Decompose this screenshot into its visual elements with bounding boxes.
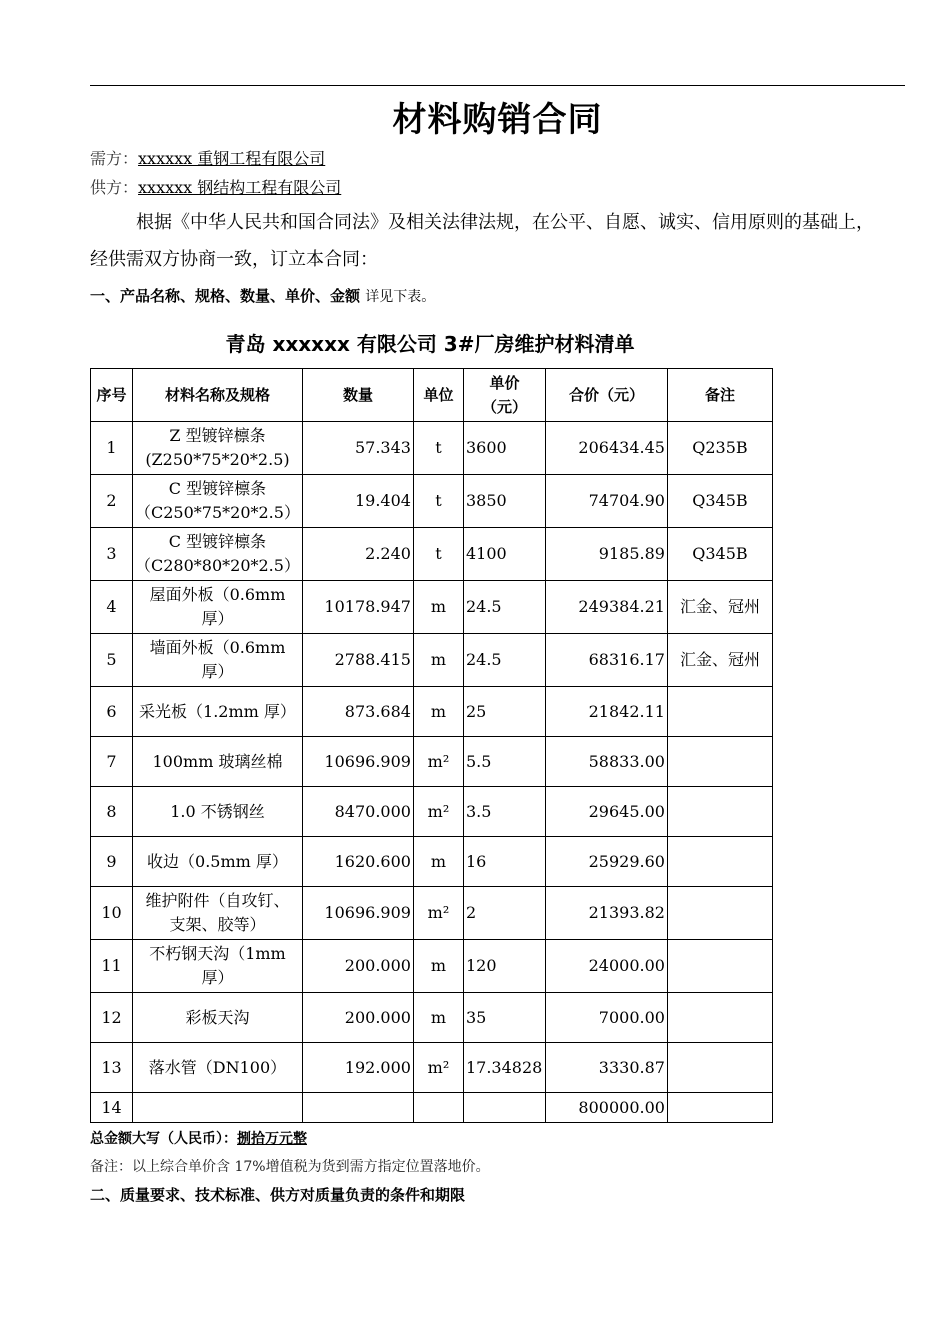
cell-no: 9 — [91, 837, 133, 887]
cell-name-line2: （C280*80*20*2.5） — [135, 556, 300, 575]
cell-name-line2: 厚） — [201, 968, 234, 987]
cell-total: 9185.89 — [545, 528, 667, 581]
cell-price: 2 — [463, 887, 545, 940]
table-row — [91, 837, 773, 887]
cell-unit: m — [413, 687, 463, 737]
cell-unit: m² — [413, 737, 463, 787]
cell-name-line1: 采光板（1.2mm 厚） — [139, 701, 296, 721]
intro-line-1: 根据《中华人民共和国合同法》及相关法律法规，在公平、自愿、诚实、信用原则的基础上， — [136, 212, 874, 233]
cell-name-line1: 屋面外板（0.6mm — [149, 585, 286, 604]
table-row — [91, 887, 773, 940]
table-title: 青岛 xxxxxx 有限公司 3#厂房维护材料清单 — [225, 332, 635, 356]
seller-label: 供方： — [90, 178, 139, 197]
cell-total: 249384.21 — [545, 581, 667, 634]
cell-total: 68316.17 — [545, 634, 667, 687]
cell-name — [133, 687, 303, 737]
cell-no: 11 — [91, 940, 133, 993]
intro-line-2: 经供需双方协商一致，订立本合同： — [90, 249, 378, 270]
table-row — [91, 634, 773, 687]
cell-note — [667, 787, 772, 837]
cell-price: 25 — [463, 687, 545, 737]
cell-qty — [302, 1093, 413, 1123]
cell-name-line1: 100mm 玻璃丝棉 — [152, 751, 283, 771]
cell-name-line2: 支架、胶等） — [169, 915, 266, 934]
table-body — [91, 422, 773, 1123]
table-row — [91, 737, 773, 787]
buyer-line — [90, 146, 325, 169]
cell-note: Q345B — [667, 528, 772, 581]
cell-note: Q345B — [667, 475, 772, 528]
cell-name-line1: Z 型镀锌檩条 — [169, 426, 266, 445]
section-1-heading — [90, 285, 435, 306]
cell-total: 25929.60 — [545, 837, 667, 887]
remark: 备注：以上综合单价含 17%增值税为货到需方指定位置落地价。 — [90, 1159, 490, 1175]
cell-price: 24.5 — [463, 581, 545, 634]
total-label: 总金额大写（人民币）： — [90, 1131, 237, 1147]
cell-price: 4100 — [463, 528, 545, 581]
total-amount-line — [90, 1128, 307, 1148]
table-row — [91, 581, 773, 634]
table-row — [91, 687, 773, 737]
cell-total: 24000.00 — [545, 940, 667, 993]
cell-name-line1: 维护附件（自攻钉、 — [145, 891, 290, 910]
cell-unit: m — [413, 837, 463, 887]
cell-name-line1: 落水管（DN100） — [148, 1057, 287, 1077]
cell-unit: t — [413, 475, 463, 528]
cell-unit: m — [413, 940, 463, 993]
table-row — [91, 993, 773, 1043]
cell-note — [667, 737, 772, 787]
cell-qty: 10696.909 — [302, 887, 413, 940]
cell-no: 3 — [91, 528, 133, 581]
cell-name-line1: 收边（0.5mm 厚） — [147, 851, 288, 871]
cell-unit: m — [413, 993, 463, 1043]
cell-qty: 10178.947 — [302, 581, 413, 634]
cell-name — [133, 993, 303, 1043]
cell-total: 800000.00 — [545, 1093, 667, 1123]
cell-total: 21393.82 — [545, 887, 667, 940]
header-total: 合价（元） — [545, 369, 667, 422]
cell-no: 13 — [91, 1043, 133, 1093]
cell-name — [133, 1043, 303, 1093]
header-rule — [90, 85, 905, 86]
cell-name — [133, 940, 303, 993]
table-header-row — [91, 369, 773, 422]
cell-no: 6 — [91, 687, 133, 737]
cell-note — [667, 1043, 772, 1093]
cell-unit: m² — [413, 1043, 463, 1093]
cell-note — [667, 940, 772, 993]
cell-name — [133, 581, 303, 634]
cell-name-line2: 厚） — [201, 662, 234, 681]
cell-name-line1: C 型镀锌檩条 — [168, 479, 267, 498]
cell-qty: 57.343 — [302, 422, 413, 475]
section-1-title: 一、产品名称、规格、数量、单价、金额 — [90, 287, 361, 305]
cell-no: 4 — [91, 581, 133, 634]
cell-name — [133, 737, 303, 787]
cell-name-line2: 厚） — [201, 609, 234, 628]
cell-no: 2 — [91, 475, 133, 528]
cell-price: 17.34828 — [463, 1043, 545, 1093]
cell-note: Q235B — [667, 422, 772, 475]
cell-total: 29645.00 — [545, 787, 667, 837]
seller-line — [90, 175, 341, 198]
cell-total: 206434.45 — [545, 422, 667, 475]
cell-name — [133, 787, 303, 837]
cell-note — [667, 687, 772, 737]
header-no: 序号 — [91, 369, 133, 422]
cell-name-line1: C 型镀锌檩条 — [168, 532, 267, 551]
cell-unit: m — [413, 581, 463, 634]
total-value: 捌拾万元整 — [237, 1131, 307, 1147]
cell-no: 7 — [91, 737, 133, 787]
cell-unit: t — [413, 422, 463, 475]
cell-unit: m² — [413, 887, 463, 940]
cell-price: 24.5 — [463, 634, 545, 687]
cell-name-line2: (Z250*75*20*2.5) — [145, 450, 290, 469]
cell-qty: 2.240 — [302, 528, 413, 581]
cell-name — [133, 634, 303, 687]
cell-unit: m — [413, 634, 463, 687]
cell-price: 16 — [463, 837, 545, 887]
cell-no: 14 — [91, 1093, 133, 1123]
cell-price: 3600 — [463, 422, 545, 475]
cell-name — [133, 475, 303, 528]
table-row — [91, 528, 773, 581]
header-price — [463, 369, 545, 422]
cell-qty: 2788.415 — [302, 634, 413, 687]
cell-name — [133, 422, 303, 475]
cell-name-line1: 不朽钢天沟（1mm — [149, 944, 286, 963]
cell-no: 8 — [91, 787, 133, 837]
cell-name — [133, 1093, 303, 1123]
section-1-note: 详见下表。 — [365, 289, 436, 305]
cell-total: 21842.11 — [545, 687, 667, 737]
cell-name — [133, 837, 303, 887]
document-title: 材料购销合同 — [392, 100, 603, 140]
cell-unit — [413, 1093, 463, 1123]
cell-total: 3330.87 — [545, 1043, 667, 1093]
cell-unit: m² — [413, 787, 463, 837]
cell-note: 汇金、冠州 — [667, 581, 772, 634]
cell-no: 1 — [91, 422, 133, 475]
materials-table — [90, 368, 773, 1123]
buyer-value: xxxxxx 重钢工程有限公司 — [138, 149, 326, 168]
cell-total: 7000.00 — [545, 993, 667, 1043]
cell-unit: t — [413, 528, 463, 581]
cell-no: 5 — [91, 634, 133, 687]
cell-price: 3850 — [463, 475, 545, 528]
cell-price: 120 — [463, 940, 545, 993]
section-2-heading: 二、质量要求、技术标准、供方对质量负责的条件和期限 — [90, 1186, 466, 1204]
cell-qty: 1620.600 — [302, 837, 413, 887]
cell-qty: 873.684 — [302, 687, 413, 737]
table-row — [91, 422, 773, 475]
cell-total: 58833.00 — [545, 737, 667, 787]
cell-price — [463, 1093, 545, 1123]
header-unit: 单位 — [413, 369, 463, 422]
buyer-label: 需方： — [90, 149, 139, 168]
cell-name-line1: 彩板天沟 — [185, 1007, 250, 1027]
cell-note: 汇金、冠州 — [667, 634, 772, 687]
cell-name-line1: 墙面外板（0.6mm — [149, 638, 286, 657]
cell-qty: 192.000 — [302, 1043, 413, 1093]
table-row — [91, 1093, 773, 1123]
cell-note — [667, 837, 772, 887]
cell-qty: 8470.000 — [302, 787, 413, 837]
table-row — [91, 475, 773, 528]
header-note: 备注 — [667, 369, 772, 422]
cell-note — [667, 1093, 772, 1123]
cell-qty: 200.000 — [302, 940, 413, 993]
table-row — [91, 1043, 773, 1093]
cell-qty: 200.000 — [302, 993, 413, 1043]
cell-qty: 10696.909 — [302, 737, 413, 787]
cell-no: 10 — [91, 887, 133, 940]
header-price-line1: 单价 — [489, 374, 520, 392]
cell-name — [133, 528, 303, 581]
cell-name-line1: 1.0 不锈钢丝 — [170, 801, 265, 821]
cell-price: 3.5 — [463, 787, 545, 837]
cell-qty: 19.404 — [302, 475, 413, 528]
seller-value: xxxxxx 钢结构工程有限公司 — [138, 178, 342, 197]
header-name: 材料名称及规格 — [133, 369, 303, 422]
table-row — [91, 787, 773, 837]
cell-total: 74704.90 — [545, 475, 667, 528]
cell-price: 35 — [463, 993, 545, 1043]
cell-note — [667, 993, 772, 1043]
header-qty: 数量 — [302, 369, 413, 422]
cell-no: 12 — [91, 993, 133, 1043]
header-price-line2: （元） — [481, 398, 527, 416]
cell-note — [667, 887, 772, 940]
cell-name-line2: （C250*75*20*2.5） — [135, 503, 300, 522]
cell-name — [133, 887, 303, 940]
cell-price: 5.5 — [463, 737, 545, 787]
table-row — [91, 940, 773, 993]
